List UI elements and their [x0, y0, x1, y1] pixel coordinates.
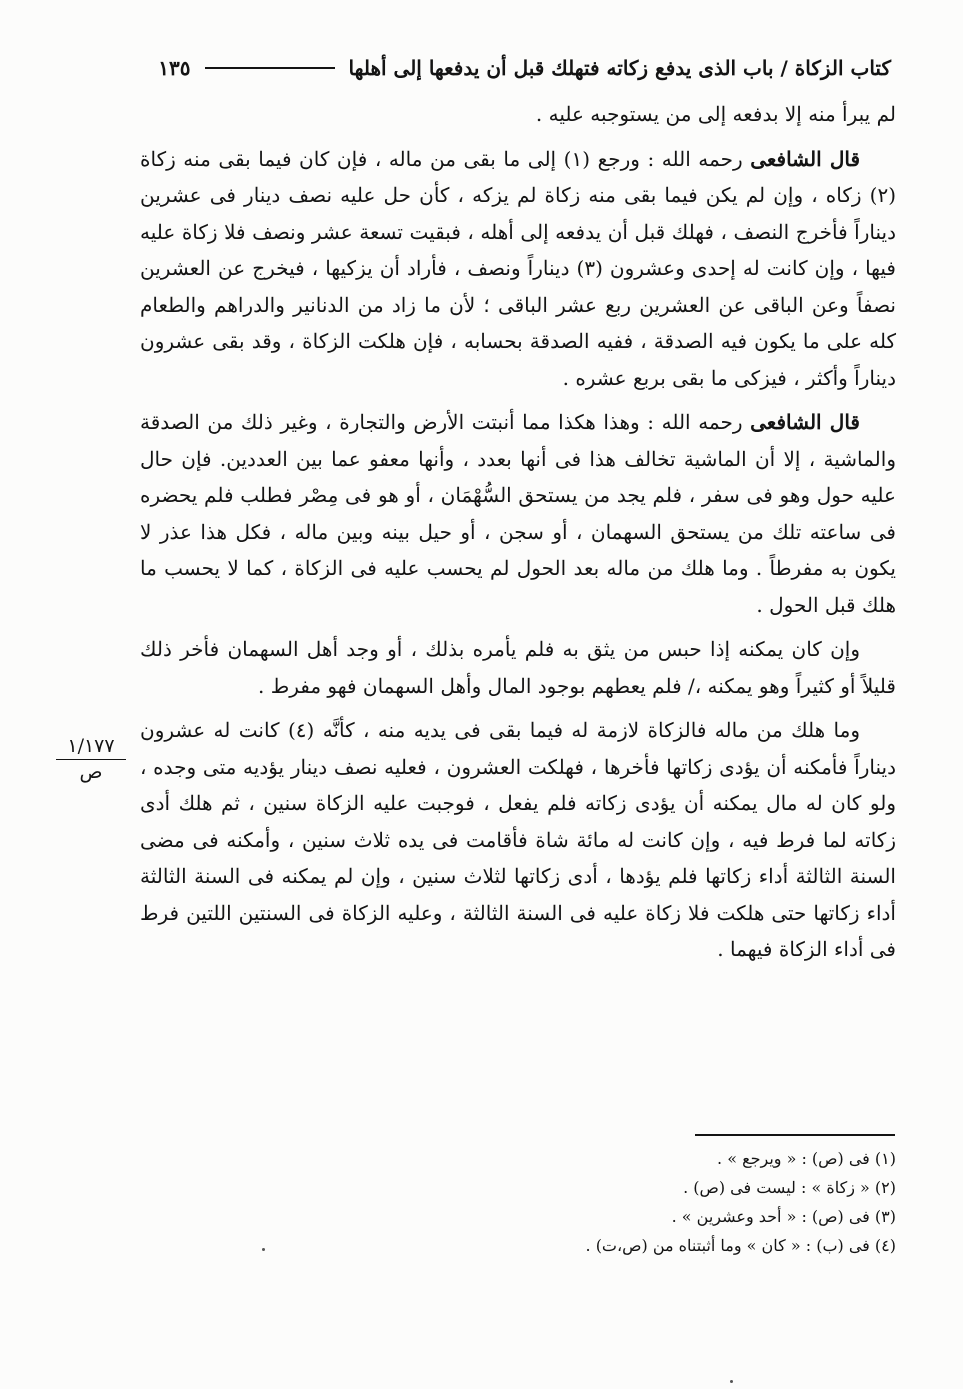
header-rule: [205, 67, 335, 69]
paragraph: [140, 404, 896, 623]
footnote: (١) فى (ص) : « ويرجع » .: [717, 1149, 896, 1168]
paragraph: [140, 712, 896, 968]
speaker-heading: قال الشافعى: [750, 146, 861, 171]
paragraph-text: رحمه الله : وهذا هكذا مما أنبتت الأرض والتجارة ، وغير ذلك من الصدقة والماشية ، إلا أن الماشية تخالف هذا فى أنها بعدد ، وأنها معفو عما بين العددين. فإن حال عليه حول وهو فى سفر ، فلم يجد من يستحق السُّهْمَان ، أو هو فى مِصْر فطلب فلم يحضره فى ساعته تلك من يستحق السهمان ، أو سجن ، أو حيل بينه وبين ماله ، فكل هذا عذر لا يكون به مفرطاً . وما هلك من ماله بعد الحول لم يحسب عليه فى الزكاة ، كما لا يحسب ما هلك قبل الحول .: [140, 410, 896, 617]
paragraph: [140, 141, 896, 397]
manuscript-folio-note: [56, 735, 126, 784]
footnote: (٣) فى (ص) : « أحد وعشرين » .: [671, 1207, 896, 1226]
scan-speck: [262, 1248, 265, 1251]
paragraph-text: وما هلك من ماله فالزكاة لازمة له فيما بقى فى يديه منه ، كأنَّه (٤) كانت له عشرون ديناراً فأمكنه أن يؤدى زكاتها فأخرها ، فهلكت العشرون ، فعليه نصف دينار يؤديه متى وجده ، ولو كان له مال يمكنه أن يؤدى زكاته فلم يفعل ، فوجبت عليه الزكاة سنين ، ثم هلك أدى زكاته لما فرط فيه ، وإن كانت له مائة شاة فأقامت فى يده ثلاث سنين ، وأمكنه فى مضى السنة الثالثة أداء زكاتها فلم يؤدها ، أدى زكاتها لثلاث سنين ، وإن لم يمكنه فى السنة الثالثة أداء زكاتها حتى هلكت فلا زكاة عليه فى السنة الثالثة ، وعليه الزكاة فى السنتين اللتين فرط فى أداء الزكاة فيهما .: [140, 718, 896, 961]
chapter-title: كتاب الزكاة / باب الذى يدفع زكاته فتهلك قبل أن يدفعها إلى أهلها: [348, 56, 891, 80]
speaker-heading: قال الشافعى: [750, 410, 860, 434]
footnote-separator: [695, 1134, 895, 1136]
footnote: (٢) « زكاة » : ليست فى (ص) .: [683, 1178, 896, 1197]
paragraph-text: وإن كان يمكنه إذا حبس من يثق به فلم يأمره بذلك ، أو وجد أهل السهمان فأخر ذلك قليلاً أو كثيراً وهو يمكنه ،/ فلم يعطهم بوجود المال وأهل السهمان فهو مفرط .: [140, 637, 896, 698]
paragraph: [140, 631, 896, 704]
paragraph-text: لم يبرأ منه إلا بدفعه إلى من يستوجبه عليه .: [535, 102, 896, 126]
running-header: [140, 48, 891, 88]
folio-number: ١/١٧٧: [56, 735, 126, 760]
paragraph-text: رحمه الله : ورجع (١) إلى ما بقى من ماله ، فإن كان فيما بقى منه زكاة (٢) زكاه ، وإن لم يكن فيما بقى منه زكاة لم يزكه ، كأن حل عليه نصف دينار فى عشرين ديناراً فأخرج النصف ، فهلك قبل أن يدفعه إلى أهله ، فبقيت تسعة عشر ونصف فلا زكاة عليه فيها ، وإن كانت له إحدى وعشرون (٣) ديناراً ونصف ، فأراد أن يزكيها ، فيخرج عن العشرين نصفاً وعن الباقى عن العشرين ربع عشر الباقى ؛ لأن ما زاد من الدنانير والدراهم والطعام كله على ما يكون فيه الصدقة ، ففيه الصدقة بحسابه ، فإن هلكت الزكاة ، وقد بقى عشرون ديناراً وأكثر ، فيزكى ما بقى بربع عشره .: [140, 146, 896, 390]
paragraph: [140, 96, 896, 133]
main-text: [140, 96, 896, 968]
footnotes: [430, 1144, 896, 1260]
manuscript-siglum: ص: [79, 761, 103, 783]
footnote: (٤) فى (ب) : « كان » وما أثبتناه من (ص،ت) .: [585, 1236, 896, 1255]
page-number: ١٣٥: [158, 56, 191, 80]
scan-speck: [730, 1380, 733, 1383]
